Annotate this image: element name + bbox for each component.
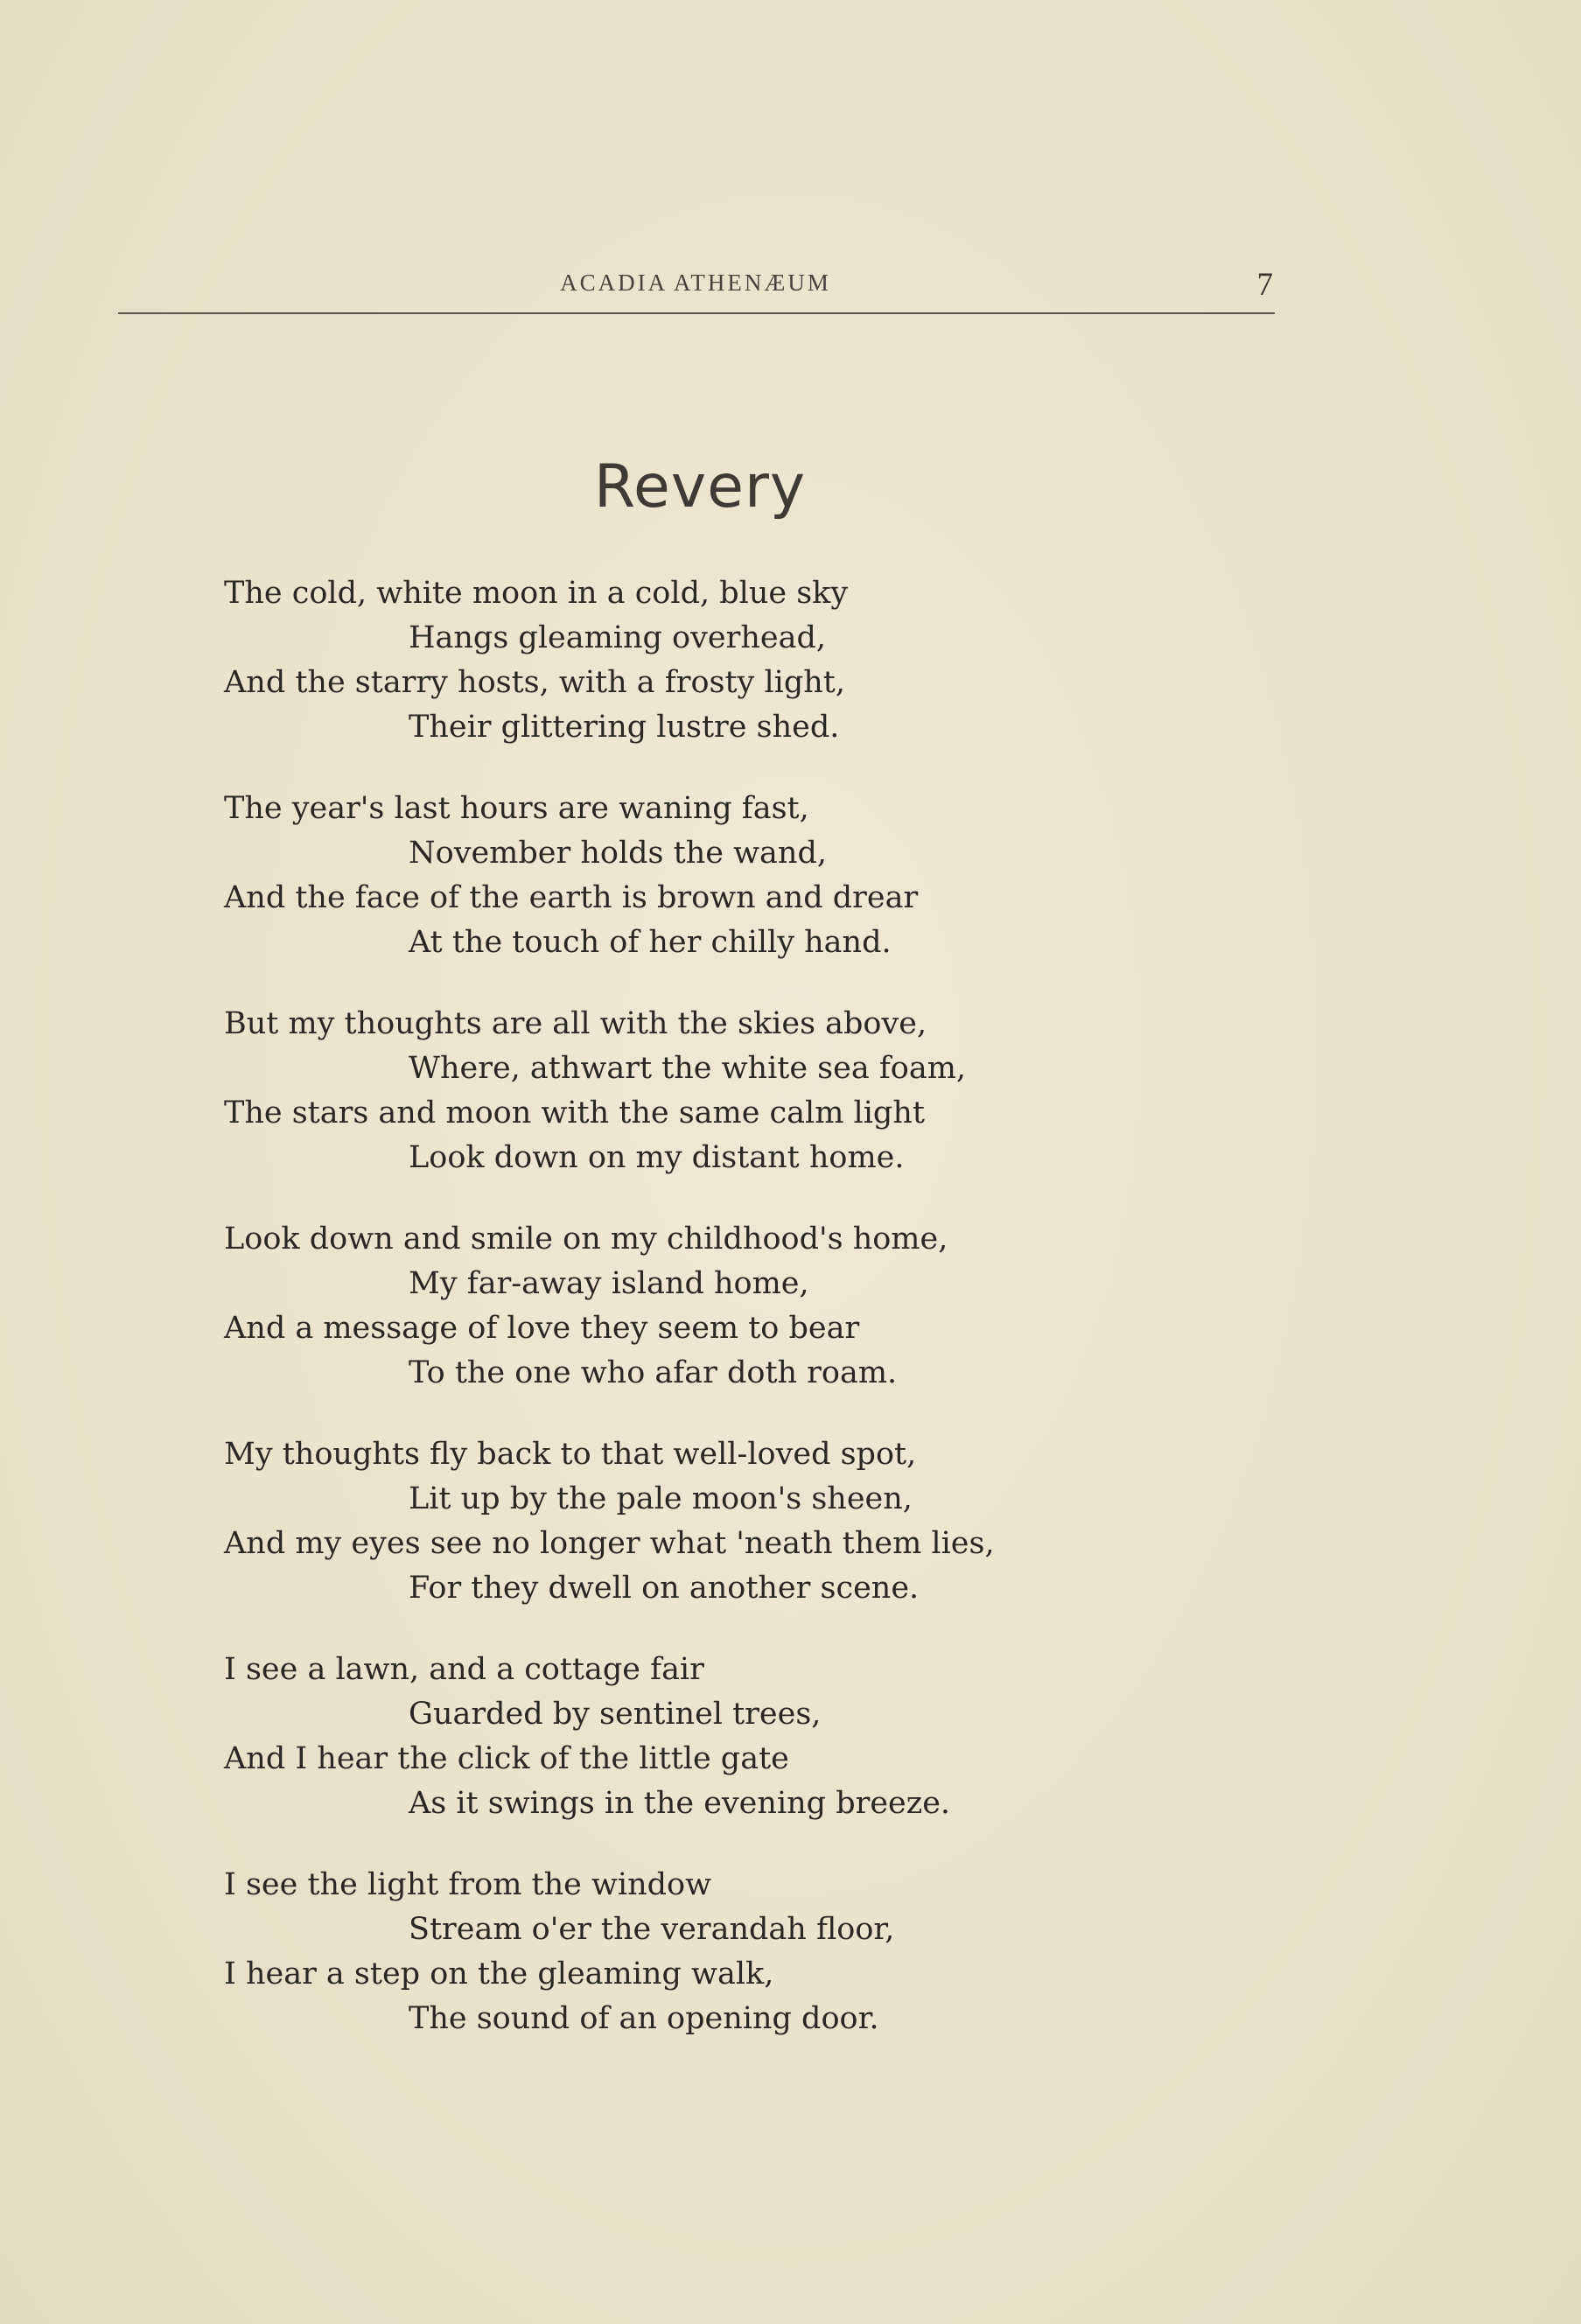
- poem-line: As it swings in the evening breeze.: [409, 1786, 951, 1821]
- poem-line: And a message of love they seem to bear: [224, 1311, 860, 1346]
- poem-line: And my eyes see no longer what 'neath them lies,: [224, 1526, 995, 1561]
- poem-title: Revery: [593, 452, 807, 522]
- poem-line: Guarded by sentinel trees,: [409, 1697, 822, 1732]
- poem-line: To the one who afar doth roam.: [409, 1355, 898, 1390]
- poem-line: But my thoughts are all with the skies above,: [224, 1006, 927, 1041]
- running-head: [118, 267, 1273, 304]
- poem-line: The sound of an opening door.: [409, 2001, 879, 2036]
- poem-line: The year's last hours are waning fast,: [224, 791, 809, 826]
- poem-body: [224, 571, 1361, 2078]
- stanza: [224, 1648, 1361, 1826]
- header-rule: [118, 312, 1275, 314]
- page-number: 7: [1256, 267, 1273, 303]
- stanza: [224, 1002, 1361, 1180]
- poem-line: My thoughts fly back to that well-loved spot,: [224, 1437, 917, 1472]
- running-title: ACADIA ATHENÆUM: [560, 270, 831, 296]
- stanza: [224, 1863, 1361, 2041]
- poem-line: Lit up by the pale moon's sheen,: [409, 1481, 913, 1516]
- stanza: [224, 571, 1361, 750]
- poem-line: November holds the wand,: [409, 836, 827, 871]
- stanza: [224, 1217, 1361, 1396]
- poem-line: The stars and moon with the same calm light: [224, 1096, 925, 1130]
- poem-line: At the touch of her chilly hand.: [409, 925, 892, 960]
- poem-line: I see a lawn, and a cottage fair: [224, 1652, 704, 1687]
- poem-line: Stream o'er the verandah floor,: [409, 1912, 895, 1947]
- poem-line: Look down on my distant home.: [409, 1140, 905, 1175]
- poem-line: The cold, white moon in a cold, blue sky: [224, 576, 849, 611]
- poem-line: I see the light from the window: [224, 1867, 712, 1902]
- poem-line: For they dwell on another scene.: [409, 1571, 920, 1606]
- poem-line: Look down and smile on my childhood's home,: [224, 1222, 948, 1256]
- poem-line: And I hear the click of the little gate: [224, 1741, 789, 1776]
- poem-line: Hangs gleaming overhead,: [409, 620, 826, 655]
- poem-line: My far-away island home,: [409, 1266, 809, 1301]
- poem-line: Where, athwart the white sea foam,: [409, 1051, 967, 1086]
- poem-line: Their glittering lustre shed.: [409, 710, 840, 745]
- poem-line: And the starry hosts, with a frosty light,: [224, 665, 845, 700]
- stanza: [224, 1432, 1361, 1611]
- poem-line: And the face of the earth is brown and drear: [224, 880, 919, 915]
- stanza: [224, 787, 1361, 965]
- poem-line: I hear a step on the gleaming walk,: [224, 1956, 774, 1992]
